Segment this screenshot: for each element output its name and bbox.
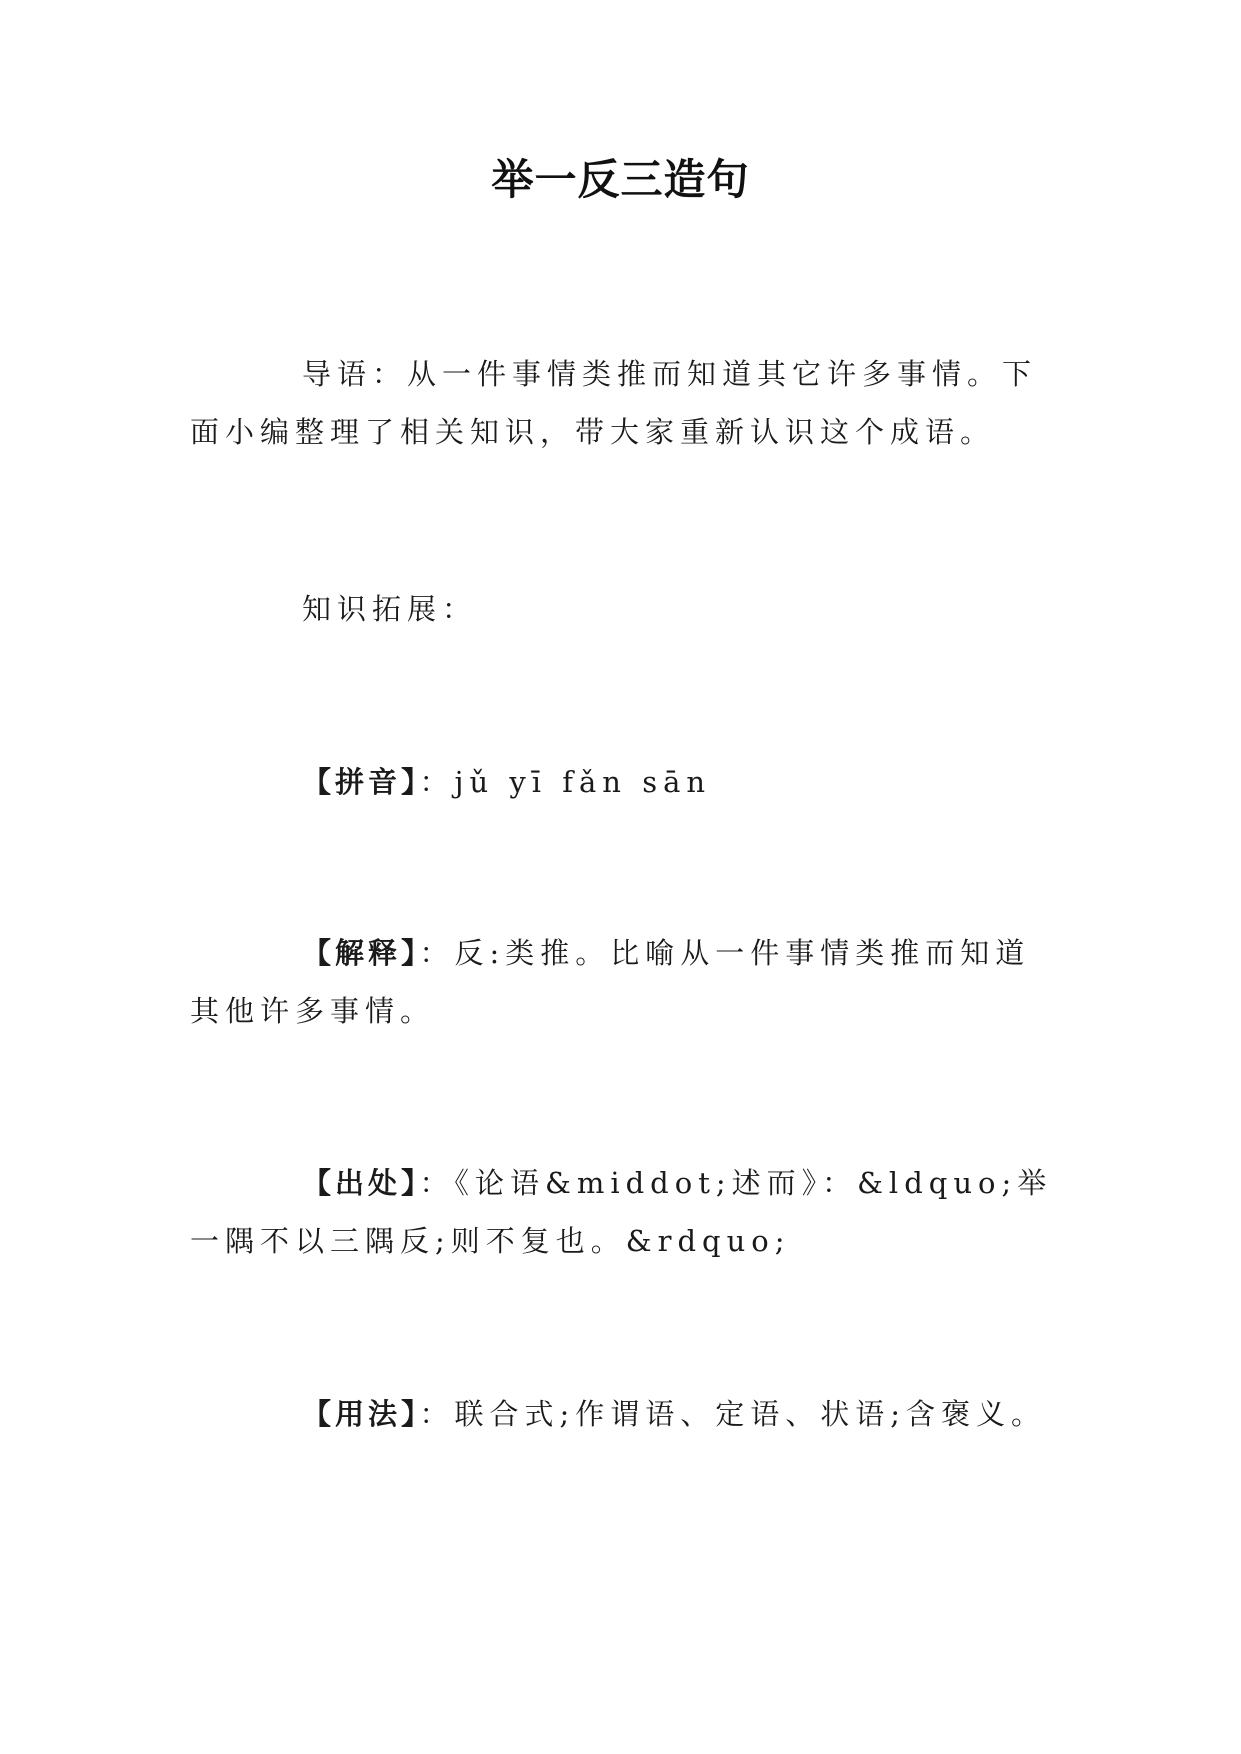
entry-pinyin (190, 753, 1060, 811)
intro-paragraph (190, 345, 1060, 461)
entry-label: 【解释】 (302, 936, 420, 970)
entry-text: ：反:类推。比喻从一件事情类推而知道其他许多事情。 (190, 936, 1031, 1028)
extension-heading-text: 知识拓展： (302, 592, 478, 626)
document-title: 举一反三造句 (491, 155, 750, 204)
entry-label: 【拼音】 (302, 765, 420, 799)
entry-source (190, 1154, 1060, 1270)
entry-label: 【出处】 (302, 1166, 420, 1200)
intro-text: 导语：从一件事情类推而知道其它许多事情。下面小编整理了相关知识，带大家重新认识这个成语。 (190, 357, 1038, 449)
entry-usage (190, 1385, 1060, 1443)
extension-heading (190, 580, 1060, 638)
entry-label: 【用法】 (302, 1397, 420, 1431)
entry-text: ：《论语&middot;述而》：&ldquo;举一隅不以三隅反;则不复也。&rdquo; (190, 1166, 1053, 1258)
entry-explanation (190, 924, 1060, 1040)
entry-text: ：jǔ yī fǎn sān (419, 765, 712, 799)
entry-text: ：联合式;作谓语、定语、状语;含褒义。 (419, 1397, 1047, 1431)
